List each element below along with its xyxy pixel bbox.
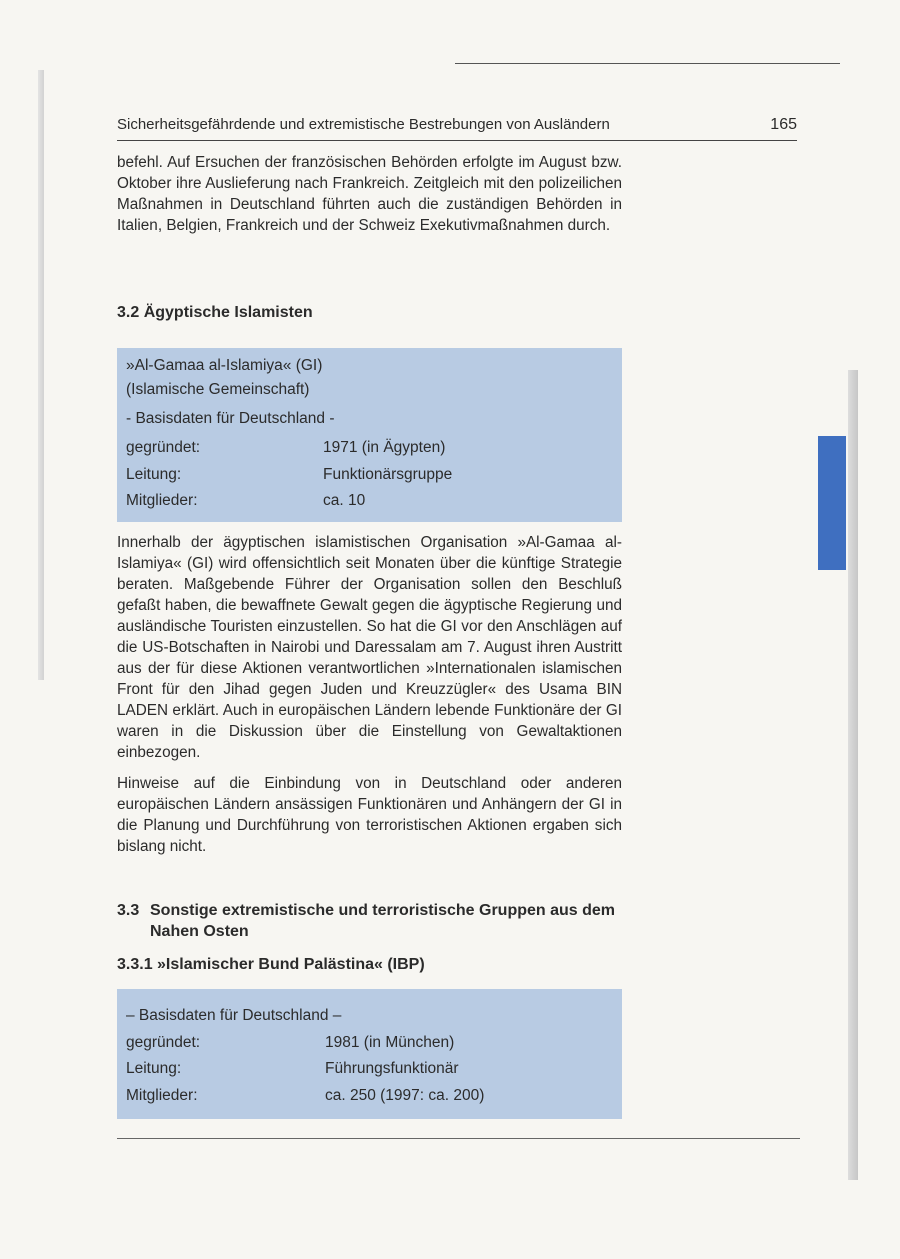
- section-title-3-3: Sonstige extremistische und terroristische Gruppen aus dem Nahen Osten: [150, 902, 616, 940]
- org-name: »Al-Gamaa al-Islamiya« (GI): [126, 357, 323, 374]
- row-value-leadership: Funktionärsgruppe: [323, 466, 453, 483]
- page-number: 165: [770, 116, 797, 133]
- section-heading-3-3: [117, 900, 622, 942]
- top-rule: [455, 63, 840, 64]
- bottom-rule: [117, 1138, 800, 1139]
- row-value-founded: 1971 (in Ägypten): [323, 439, 446, 456]
- row-label-leadership: Leitung:: [126, 466, 182, 483]
- section-number-3-3: 3.3: [117, 902, 140, 919]
- chapter-tab-marker: [818, 436, 846, 570]
- section-heading-3-2: 3.2 Ägyptische Islamisten: [117, 304, 313, 321]
- page-edge-shadow: [848, 370, 858, 1180]
- info-box-ibp: [117, 989, 622, 1119]
- row-label-founded: gegründet:: [126, 439, 201, 456]
- paragraph-gi-notes: Hinweise auf die Einbindung von in Deutschland oder anderen europäischen Ländern ansässigen Funktionären und Anhängern der GI in die Planung und Durchführung von terroristischen Aktionen ergaben sich bislang nicht.: [117, 775, 622, 855]
- paragraph-gi-strategy: Innerhalb der ägyptischen islamistischen Organisation »Al-Gamaa al-Islamiya« (GI) wird offensichtlich seit Monaten über die künftige Strategie beraten. Maßgebende Führer der Organisation sollen den Beschluß gefaßt haben, die bewaffnete Gewalt gegen die ägyptische Regierung und ausländische Touristen einzustellen. So hat die GI vor den Anschlägen auf die US-Botschaften in Nairobi und Daressalam am 7. August ihren Austritt aus der für diese Aktionen verantwortlichen »Internationalen islamischen Front für den Jihad gegen Juden und Kreuzzügler« des Usama BIN LADEN erklärt. Auch in europäischen Ländern lebende Funktionäre der GI waren in die Diskussion über die Einstellung von Gewaltaktionen einbezogen.: [117, 534, 622, 761]
- page-header: [117, 116, 797, 140]
- org-subname: (Islamische Gemeinschaft): [126, 381, 310, 398]
- running-title: Sicherheitsgefährdende und extremistische Bestrebungen von Ausländern: [117, 116, 610, 133]
- box-caption: – Basisdaten für Deutschland –: [126, 1007, 342, 1024]
- page-binding-edge: [38, 70, 44, 680]
- box-caption: - Basisdaten für Deutschland -: [126, 410, 335, 427]
- info-box-gi: [117, 348, 622, 522]
- row-value-founded: 1981 (in München): [325, 1034, 455, 1051]
- row-value-leadership: Führungsfunktionär: [325, 1060, 459, 1077]
- section-heading-3-3-1: 3.3.1 »Islamischer Bund Palästina« (IBP): [117, 956, 425, 973]
- row-label-members: Mitglieder:: [126, 492, 198, 509]
- row-label-members: Mitglieder:: [126, 1087, 198, 1104]
- header-rule: [117, 140, 797, 141]
- row-value-members: ca. 250 (1997: ca. 200): [325, 1087, 485, 1104]
- row-label-leadership: Leitung:: [126, 1060, 182, 1077]
- paragraph-intro: befehl. Auf Ersuchen der französischen Behörden erfolgte im August bzw. Oktober ihre Auslieferung nach Frankreich. Zeitgleich mit den polizeilichen Maßnahmen in Deutschland führten auch die zuständigen Behörden in Italien, Belgien, Frankreich und der Schweiz Exekutivmaßnahmen durch.: [117, 154, 622, 234]
- row-label-founded: gegründet:: [126, 1034, 201, 1051]
- row-value-members: ca. 10: [323, 492, 366, 509]
